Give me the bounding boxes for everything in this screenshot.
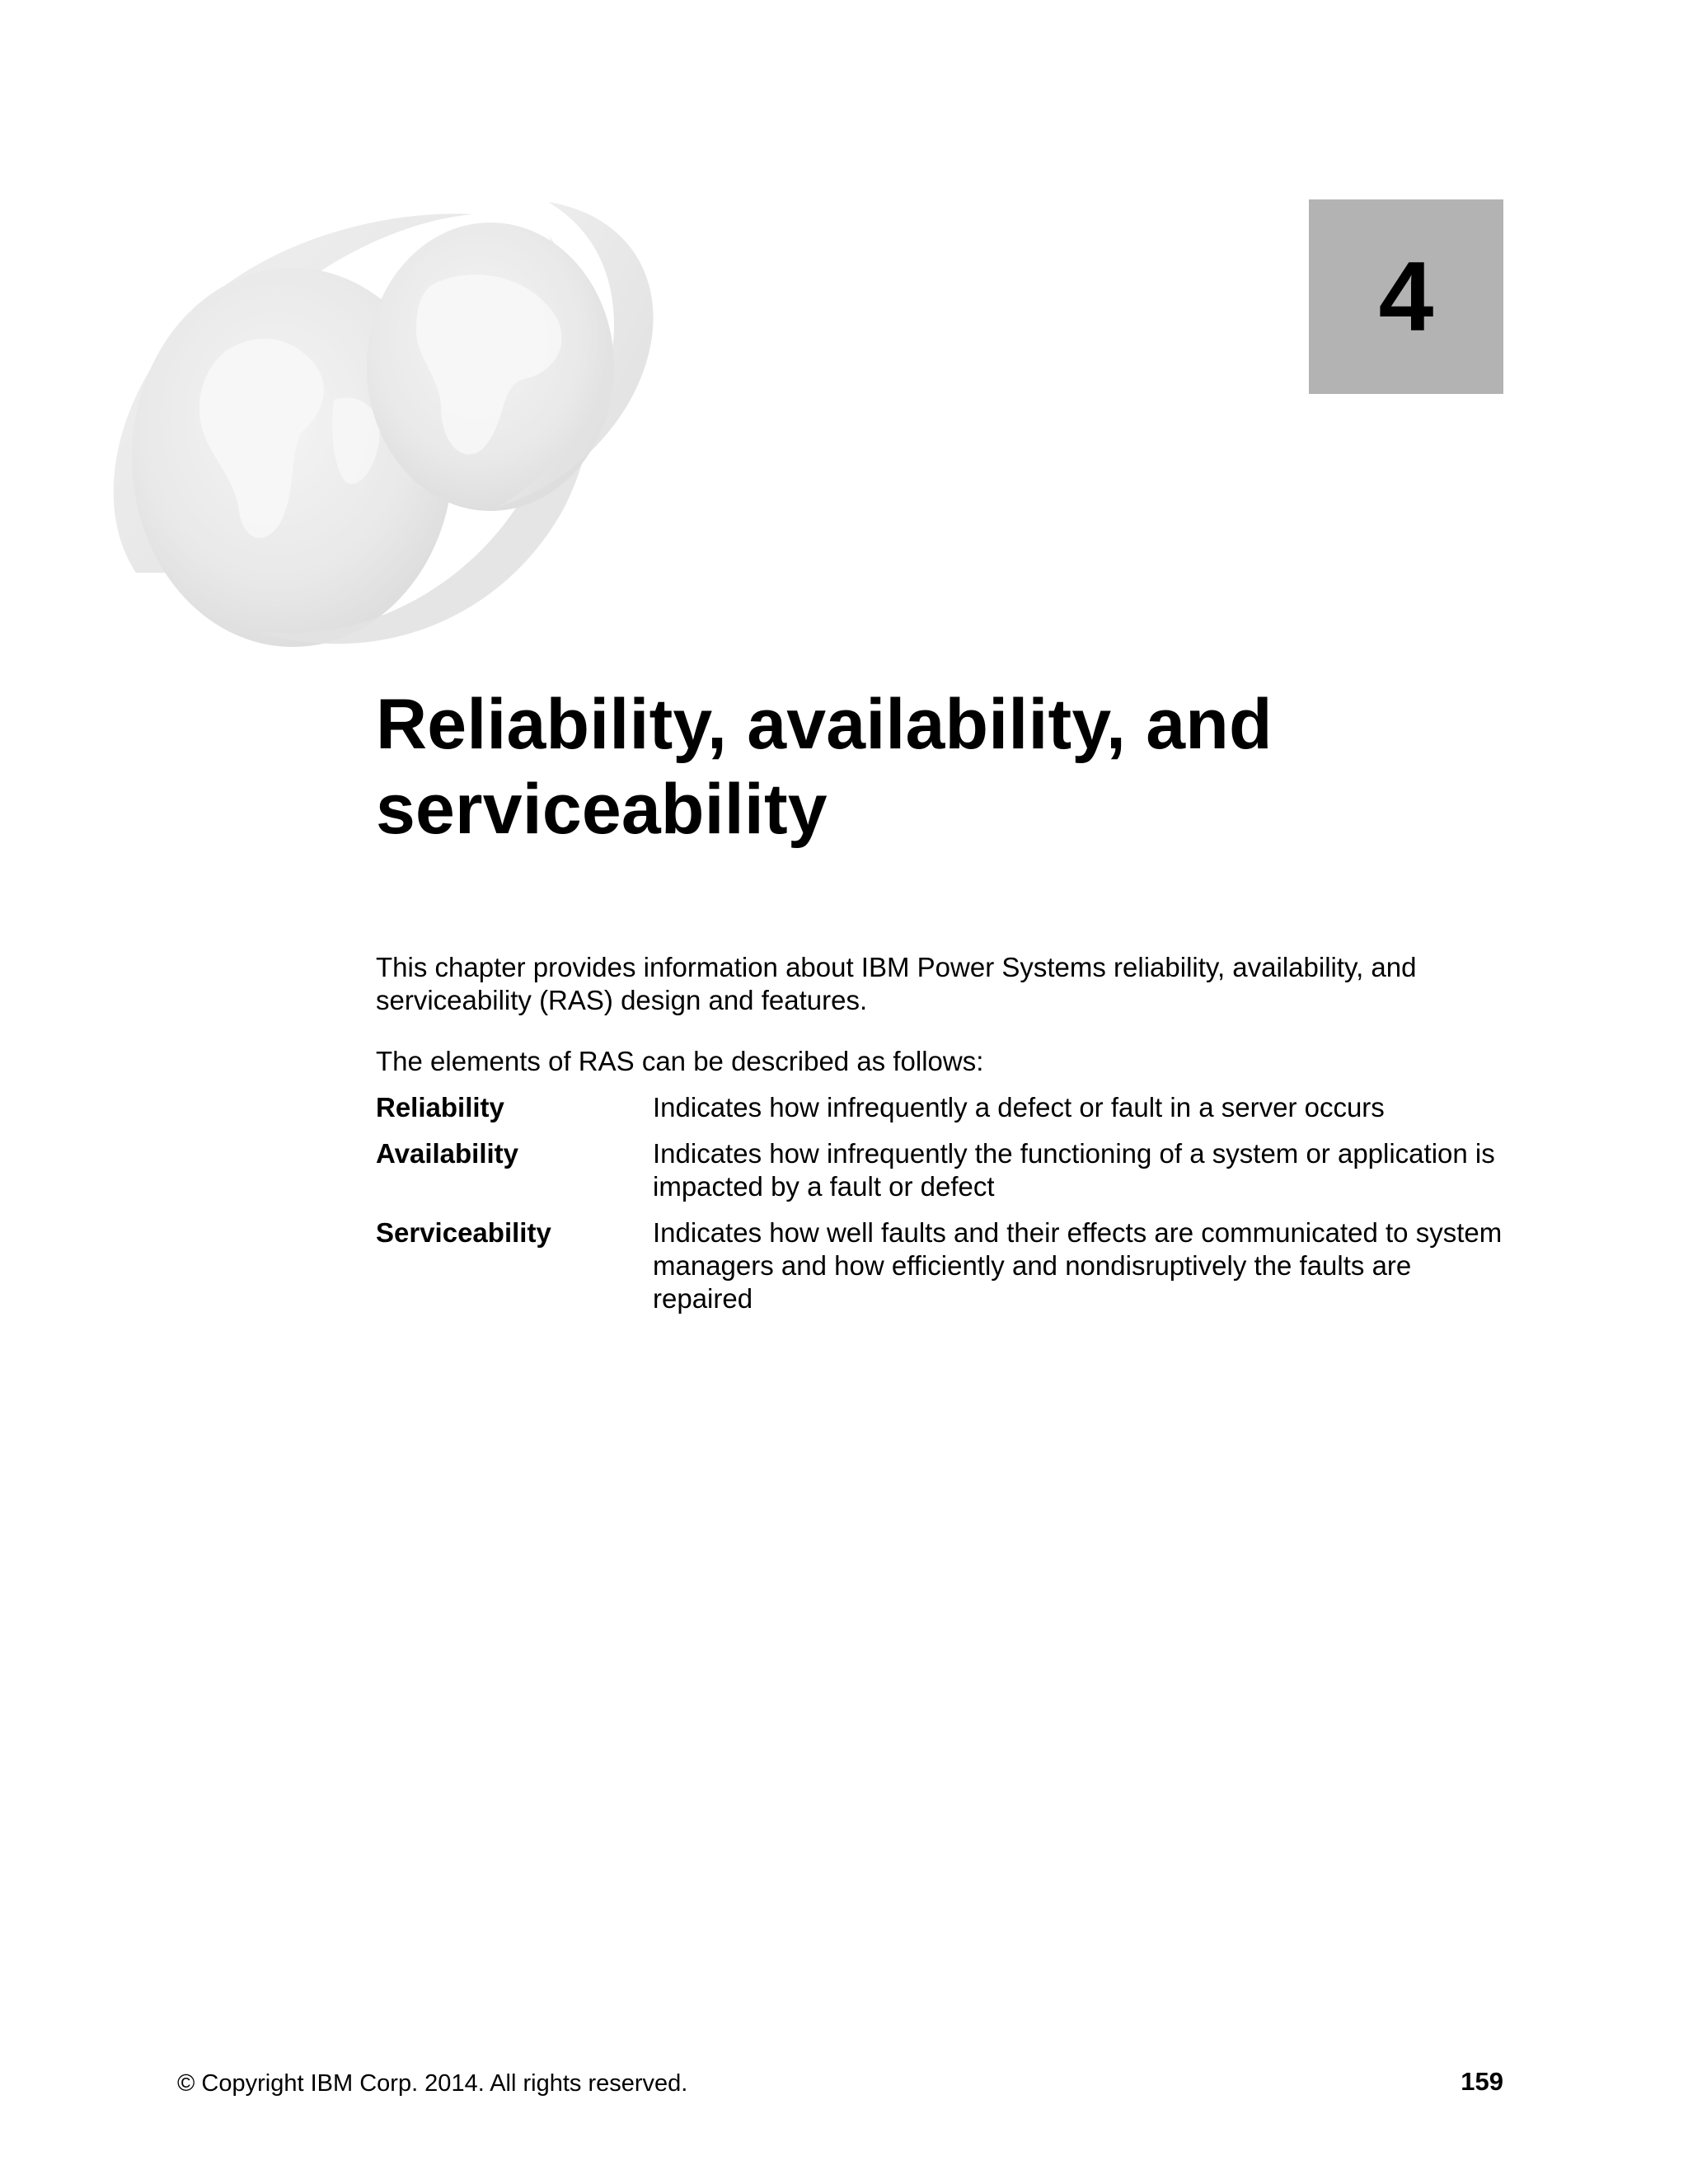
chapter-title bbox=[376, 682, 1530, 852]
definition-row-reliability bbox=[376, 1091, 1513, 1124]
definition-term: Reliability bbox=[376, 1092, 504, 1122]
chapter-title-line-1: Reliability, availability, and bbox=[376, 685, 1273, 764]
definition-term: Serviceability bbox=[376, 1217, 551, 1248]
page-number: 159 bbox=[1461, 2067, 1503, 2096]
intro-paragraph: This chapter provides information about IBM Power Systems reliability, availability, and serviceability (RAS) design and features. bbox=[376, 952, 1417, 1015]
chapter-title-line-2: serviceability bbox=[376, 770, 828, 849]
ibm-globe-logo-icon bbox=[87, 185, 680, 663]
definition-row-serviceability bbox=[376, 1216, 1513, 1315]
chapter-number-box bbox=[1309, 199, 1503, 394]
definition-list bbox=[376, 1091, 1513, 1329]
definition-description: Indicates how well faults and their effects are communicated to system managers and how efficiently and nondisruptively the faults are repaired bbox=[653, 1217, 1503, 1314]
footer-copyright: © Copyright IBM Corp. 2014. All rights reserved. bbox=[177, 2070, 688, 2097]
definition-description: Indicates how infrequently the functioning of a system or application is impacted by a fault or defect bbox=[653, 1138, 1495, 1202]
definition-row-availability bbox=[376, 1137, 1513, 1203]
definition-term: Availability bbox=[376, 1138, 519, 1169]
definition-description: Indicates how infrequently a defect or fault in a server occurs bbox=[653, 1092, 1385, 1122]
chapter-number: 4 bbox=[1378, 241, 1434, 352]
definitions-lead: The elements of RAS can be described as follows: bbox=[376, 1046, 984, 1076]
